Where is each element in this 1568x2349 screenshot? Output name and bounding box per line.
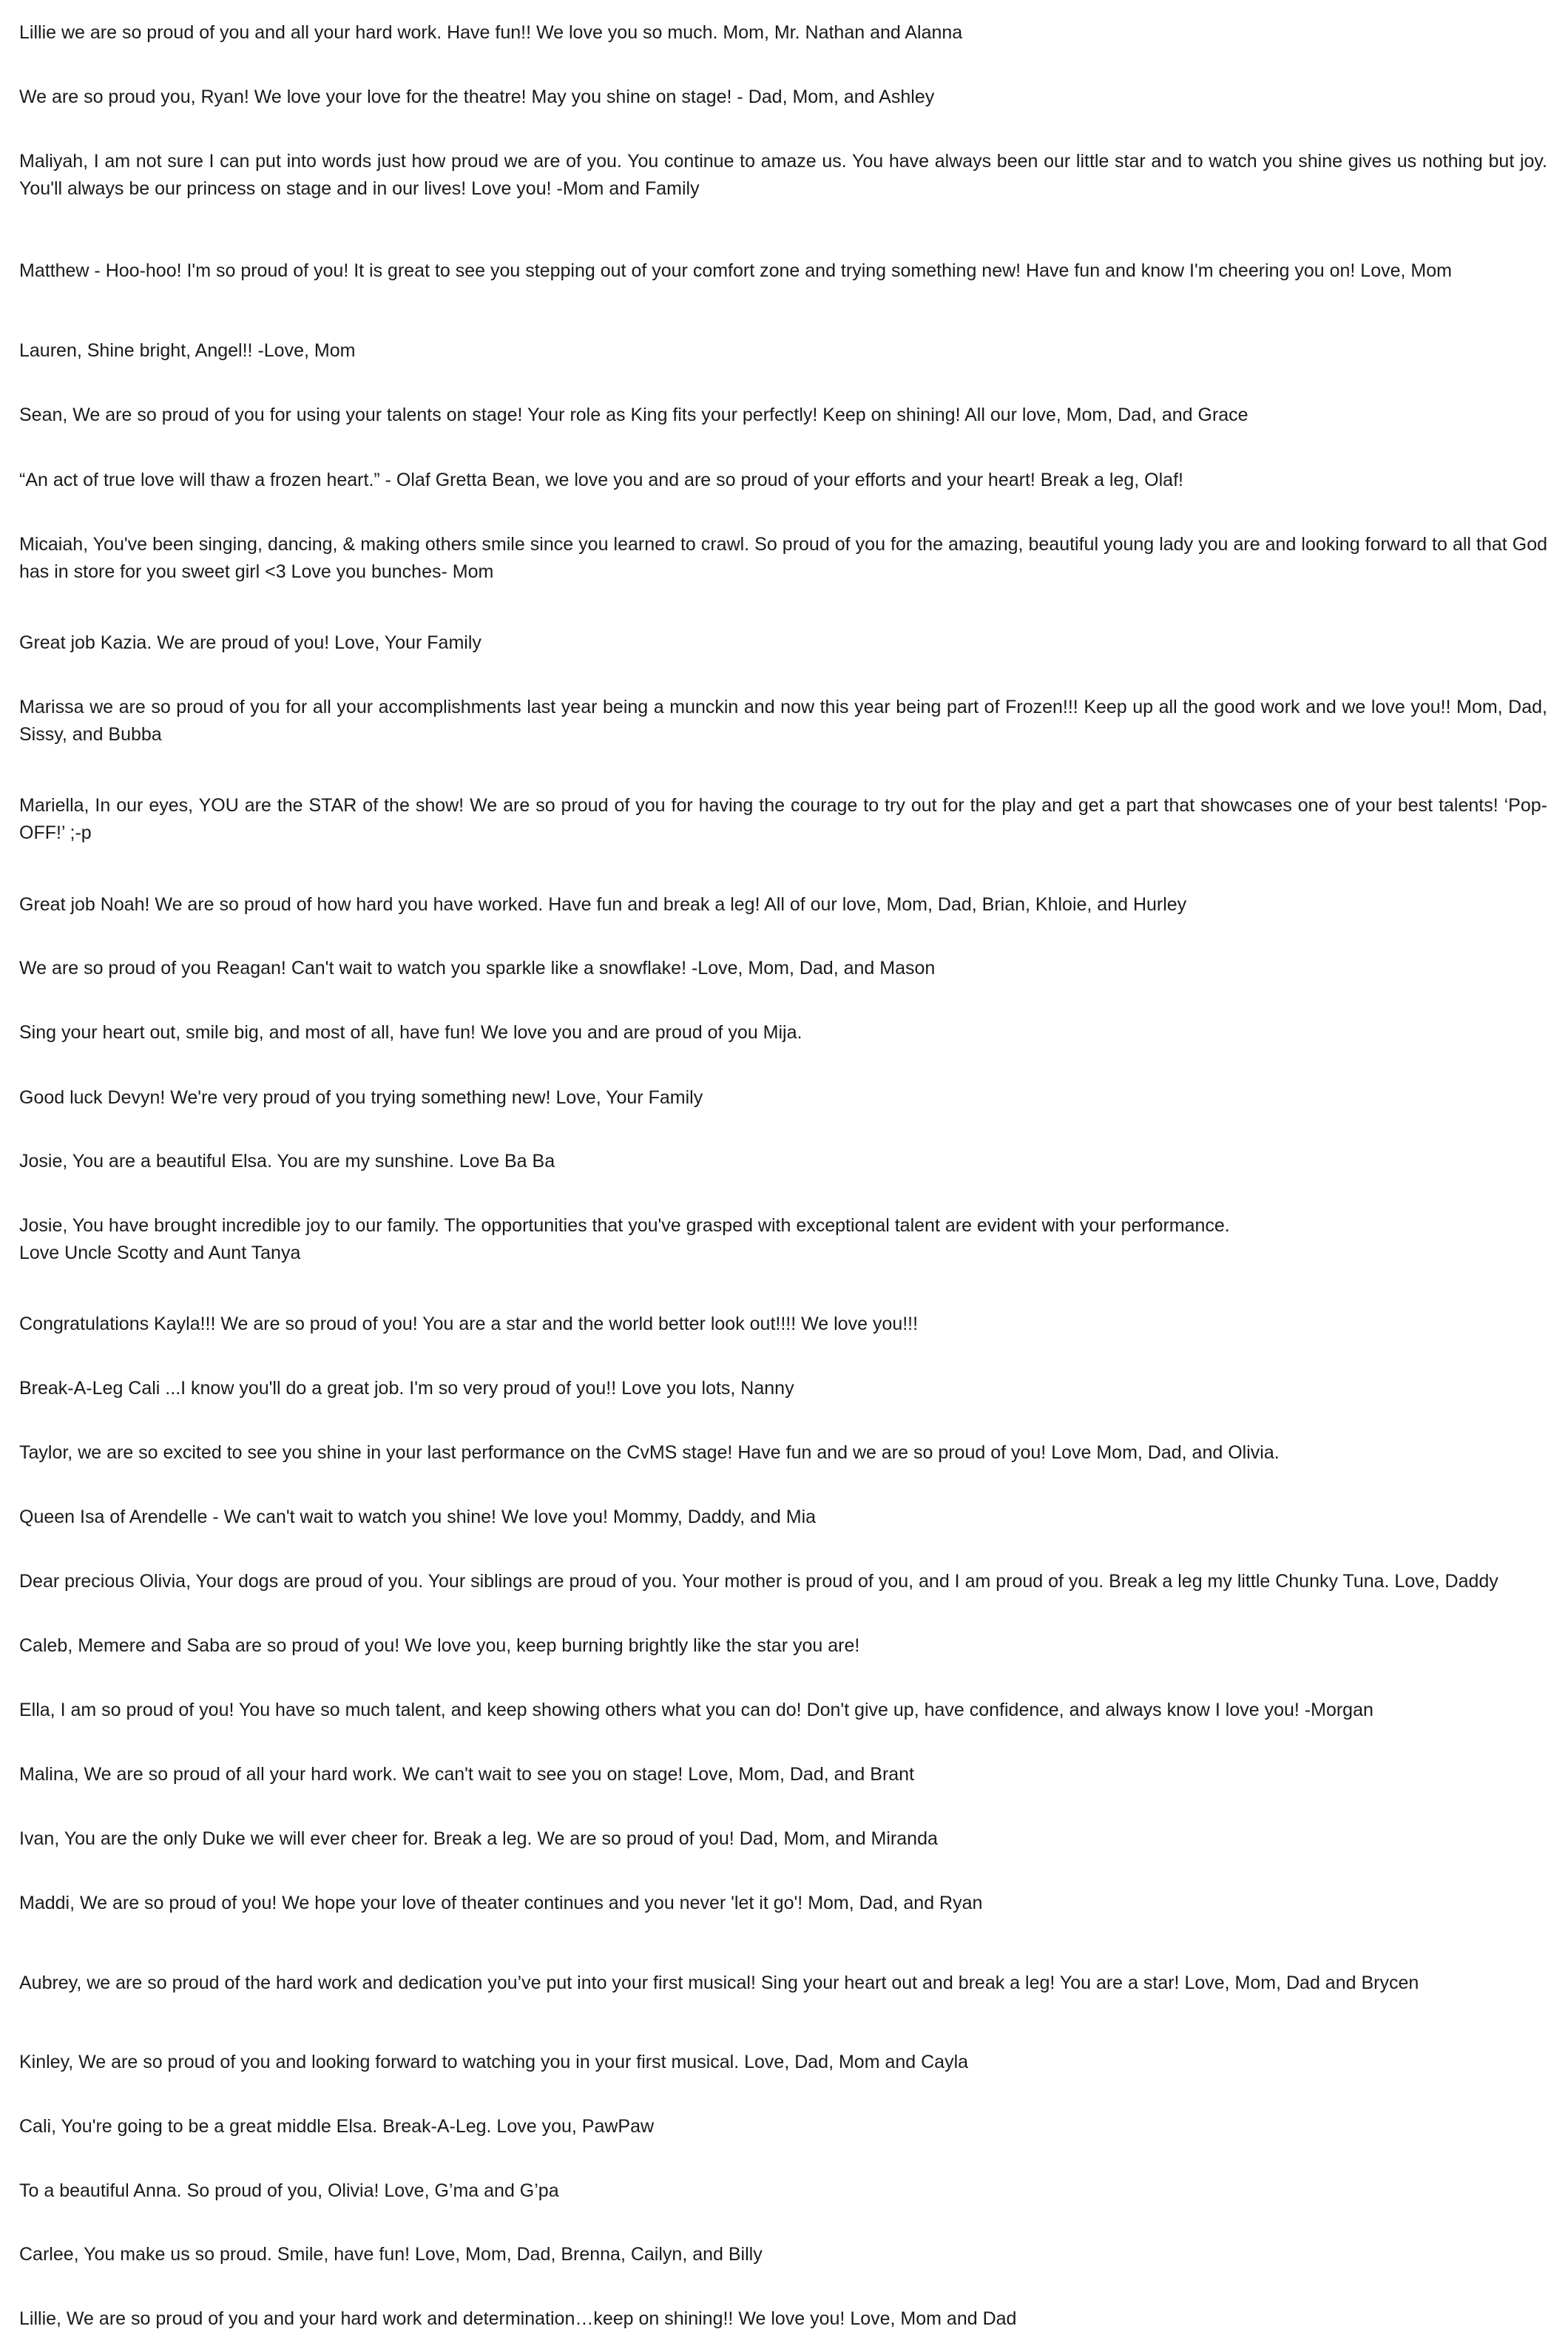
- message-line: Matthew - Hoo-hoo! I'm so proud of you! It is great to see you stepping out of your comfort zone and trying something new! Have fun and know I'm cheering you on! Love, Mom: [19, 260, 1452, 281]
- message-paragraph: [19, 955, 1547, 982]
- message-line: Great job Noah! We are so proud of how hard you have worked. Have fun and break a leg! All of our love, Mom, Dad, Brian, Khloie, and Hurley: [19, 894, 1187, 915]
- message-paragraph: [19, 1439, 1547, 1467]
- message-line: Kinley, We are so proud of you and looking forward to watching you in your first musical. Love, Dad, Mom and Cayla: [19, 2052, 969, 2072]
- message-line: We are so proud you, Ryan! We love your love for the theatre! May you shine on stage! - Dad, Mom, and Ashley: [19, 87, 935, 107]
- message-paragraph: [19, 1970, 1547, 1997]
- message-line: Queen Isa of Arendelle - We can't wait to watch you shine! We love you! Mommy, Daddy, and Mia: [19, 1507, 817, 1527]
- message-line: Josie, You are a beautiful Elsa. You are my sunshine. Love Ba Ba: [19, 1151, 555, 1172]
- message-paragraph: [19, 1212, 1547, 1267]
- message-line: To a beautiful Anna. So proud of you, Olivia! Love, G’ma and G’pa: [19, 2180, 559, 2201]
- message-paragraph: [19, 1375, 1547, 1402]
- message-line: Caleb, Memere and Saba are so proud of you! We love you, keep burning brightly like the star you are!: [19, 1635, 860, 1656]
- message-line: Lauren, Shine bright, Angel!! -Love, Mom: [19, 340, 356, 361]
- message-line: Ella, I am so proud of you! You have so much talent, and keep showing others what you can do! Don't give up, have confidence, and always know I love you! -Morgan: [19, 1700, 1373, 1720]
- message-paragraph: [19, 694, 1547, 748]
- message-line: Maddi, We are so proud of you! We hope your love of theater continues and you never 'let it go'! Mom, Dad, and Ryan: [19, 1893, 983, 1913]
- message-paragraph: [19, 1632, 1547, 1660]
- message-line: Sing your heart out, smile big, and most of all, have fun! We love you and are proud of you Mija.: [19, 1022, 802, 1043]
- message-line: Carlee, You make us so proud. Smile, have fun! Love, Mom, Dad, Brenna, Cailyn, and Billy: [19, 2244, 763, 2265]
- message-paragraph: [19, 1148, 1547, 1175]
- message-line: Love Uncle Scotty and Aunt Tanya: [19, 1243, 301, 1263]
- message-paragraph: [19, 402, 1547, 429]
- message-line: Break-A-Leg Cali ...I know you'll do a great job. I'm so very proud of you!! Love you lots, Nanny: [19, 1378, 794, 1399]
- message-line: Great job Kazia. We are proud of you! Love, Your Family: [19, 632, 481, 653]
- message-paragraph: [19, 1084, 1547, 1112]
- message-line: Taylor, we are so excited to see you shine in your last performance on the CvMS stage! Have fun and we are so proud of you! Love Mom, Dad, and Olivia.: [19, 1442, 1280, 1463]
- message-paragraph: [19, 1504, 1547, 1531]
- message-line: Sean, We are so proud of you for using your talents on stage! Your role as King fits your perfectly! Keep on shining! All our love, Mom, Dad, and Grace: [19, 405, 1248, 425]
- message-paragraph: [19, 257, 1547, 285]
- message-paragraph: [19, 2177, 1547, 2205]
- message-line: Lillie, We are so proud of you and your hard work and determination…keep on shining!! We love you! Love, Mom and Dad: [19, 2308, 1017, 2329]
- message-line: Congratulations Kayla!!! We are so proud of you! You are a star and the world better look out!!!! We love you!!!: [19, 1314, 919, 1334]
- message-line: Malina, We are so proud of all your hard work. We can't wait to see you on stage! Love, Mom, Dad, and Brant: [19, 1764, 915, 1785]
- message-paragraph: [19, 1825, 1547, 1853]
- message-paragraph: [19, 531, 1547, 586]
- message-line: Aubrey, we are so proud of the hard work and dedication you’ve put into your first musical! Sing your heart out and break a leg! You are a star! Love, Mom, Dad and Brycen: [19, 1973, 1419, 1993]
- message-paragraph: [19, 1697, 1547, 1724]
- message-line: Micaiah, You've been singing, dancing, & making others smile since you learned to crawl. So proud of you for the amazing, beautiful young lady you are and looking forward to all that God has in store for you sweet girl <3 Love you bunches- Mom: [19, 534, 1547, 582]
- message-line: Good luck Devyn! We're very proud of you trying something new! Love, Your Family: [19, 1087, 703, 1108]
- message-paragraph: [19, 1568, 1547, 1595]
- message-paragraph: [19, 1311, 1547, 1338]
- message-line: Maliyah, I am not sure I can put into words just how proud we are of you. You continue to amaze us. You have always been our little star and to watch you shine gives us nothing but joy. You'll always be our princess on stage and in our lives! Love you! -Mom and Family: [19, 151, 1547, 199]
- message-paragraph: [19, 2241, 1547, 2268]
- message-paragraph: [19, 629, 1547, 657]
- message-paragraph: [19, 2113, 1547, 2140]
- message-paragraph: [19, 1019, 1547, 1047]
- message-line: Lillie we are so proud of you and all your hard work. Have fun!! We love you so much. Mom, Mr. Nathan and Alanna: [19, 22, 963, 43]
- message-paragraph: [19, 467, 1547, 494]
- message-paragraph: [19, 2305, 1547, 2333]
- message-paragraph: [19, 2049, 1547, 2076]
- message-line: Cali, You're going to be a great middle Elsa. Break-A-Leg. Love you, PawPaw: [19, 2116, 655, 2137]
- message-paragraph: [19, 792, 1547, 847]
- message-paragraph: [19, 19, 1547, 47]
- message-line: “An act of true love will thaw a frozen heart.” - Olaf Gretta Bean, we love you and are so proud of your efforts and your heart! Break a leg, Olaf!: [19, 470, 1183, 490]
- message-paragraph: [19, 337, 1547, 365]
- message-paragraph: [19, 148, 1547, 203]
- message-line: Dear precious Olivia, Your dogs are proud of you. Your siblings are proud of you. Your mother is proud of you, and I am proud of you. Break a leg my little Chunky Tuna. Love, Daddy: [19, 1571, 1498, 1592]
- message-line: Mariella, In our eyes, YOU are the STAR of the show! We are so proud of you for having the courage to try out for the play and get a part that showcases one of your best talents! ‘Pop-OFF!’ ;-p: [19, 795, 1547, 843]
- message-paragraph: [19, 891, 1547, 919]
- message-line: Ivan, You are the only Duke we will ever cheer for. Break a leg. We are so proud of you! Dad, Mom, and Miranda: [19, 1828, 938, 1849]
- message-line: Marissa we are so proud of you for all your accomplishments last year being a munckin and now this year being part of Frozen!!! Keep up all the good work and we love you!! Mom, Dad, Sissy, and Bubba: [19, 697, 1547, 745]
- message-line: Josie, You have brought incredible joy to our family. The opportunities that you've grasped with exceptional talent are evident with your performance.: [19, 1215, 1230, 1236]
- message-paragraph: [19, 1761, 1547, 1788]
- message-paragraph: [19, 84, 1547, 111]
- message-paragraph: [19, 1890, 1547, 1917]
- message-line: We are so proud of you Reagan! Can't wait to watch you sparkle like a snowflake! -Love, Mom, Dad, and Mason: [19, 958, 936, 979]
